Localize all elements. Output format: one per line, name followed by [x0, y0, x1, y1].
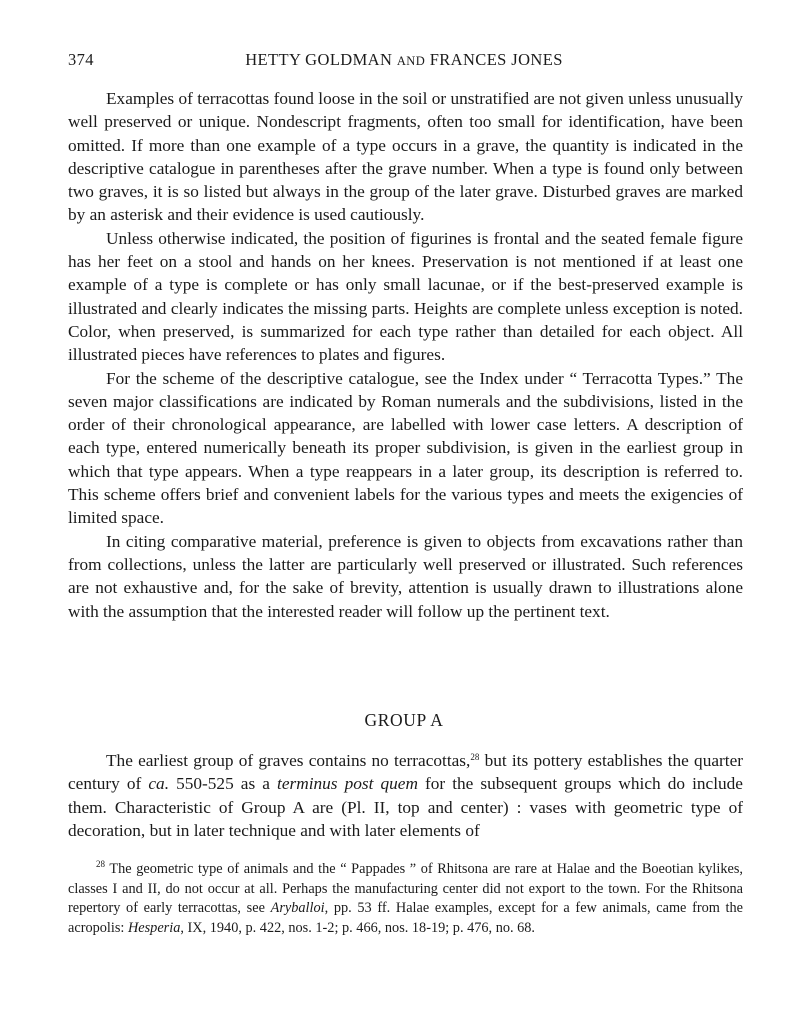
italic-ca: ca. — [148, 774, 170, 794]
italic-terminus-post-quem: terminus post quem — [277, 774, 418, 794]
footnote-28 — [68, 860, 743, 938]
text-run: The geometric type of animals and the “ Pappades ” of Rhitsona are rare at Halae and the Boeotian kylikes, classes I and II, do not occur at all. Perhaps the manufacturing center did not export to the town. For the Rhitsona repertory of early terracottas, see — [68, 861, 743, 917]
author-2: FRANCES JONES — [429, 50, 563, 69]
italic-hesperia: Hesperia — [127, 919, 181, 936]
author-1: HETTY GOLDMAN — [245, 50, 393, 69]
paragraph-loose-terracottas: Examples of terracottas found loose in the soil or unstratified are not given unless unusually well preserved or unique. Nondescript fragments, often too small for identification, have been omitted. If more than one example of a type occurs in a grave, the quantity is indicated in the descriptive catalogue in parentheses after the grave number. When a type is found only between two graves, it is so listed but always in the group of the later grave. Disturbed graves are marked by an asterisk and their evidence is used cautiously. — [68, 89, 743, 225]
running-header — [68, 50, 740, 74]
text-run: for the subsequent groups which do include them. Characteristic of Group A are (Pl. II, top and center) : vases with geometric type of decoration, but in later technique and with later elements of — [68, 774, 743, 840]
text-run: , pp. 53 ff. Halae examples, except for a few animals, came from the acropolis: — [68, 900, 744, 936]
footnote-reference: 28 — [470, 752, 480, 762]
text-run: but its pottery establishes the quarter century of — [68, 751, 743, 794]
page-number: 374 — [68, 50, 94, 69]
section-heading-group-a: GROUP A — [364, 710, 444, 730]
paragraph-figurine-position: Unless otherwise indicated, the position of figurines is frontal and the seated female figure has her feet on a stool and hands on her knees. Preservation is not mentioned if at least one example of a type is complete or has only small lacunae, or if the best-preserved example is illustrated and clearly indicates the missing parts. Heights are complete unless exception is noted. Color, when preserved, is summarized for each type rather than detailed for each object. All illustrated pieces have references to plates and figures. — [68, 228, 743, 365]
text-run: 550-525 as a — [169, 774, 278, 794]
text-run: , IX, 1940, p. 422, nos. 1-2; p. 466, nos. 18-19; p. 476, no. 68. — [180, 919, 536, 936]
text-run: The earliest group of graves contains no terracottas, — [106, 751, 471, 770]
author-conjunction: AND — [396, 54, 426, 68]
italic-aryballoi: Aryballoi — [270, 900, 325, 917]
running-head-authors — [68, 50, 740, 70]
group-a-text — [68, 749, 743, 842]
paragraph-comparative-material: In citing comparative material, preference is given to objects from excavations rather than from collections, unless the latter are particularly well preserved or illustrated. Such references are not exhaustive and, for the sake of brevity, attention is usually drawn to illustrations alone with the assumption that the interested reader will follow up the pertinent text. — [68, 531, 743, 621]
body-text — [68, 87, 743, 623]
paragraph-catalogue-scheme: For the scheme of the descriptive catalogue, see the Index under “ Terracotta Types.” The seven major classifications are indicated by Roman numerals and the subdivisions, listed in the order of their chronological appearance, are labelled with lower case letters. A description of each type, entered numerically beneath its proper subdivision, is given in the earliest group in which that type appears. When a type reappears in a later group, its description is referred to. This scheme offers brief and convenient labels for the various types and meets the exigencies of limited space. — [68, 368, 743, 528]
footnote-number: 28 — [96, 859, 105, 869]
footnote-text — [68, 860, 743, 938]
paragraph-group-a — [68, 749, 743, 842]
